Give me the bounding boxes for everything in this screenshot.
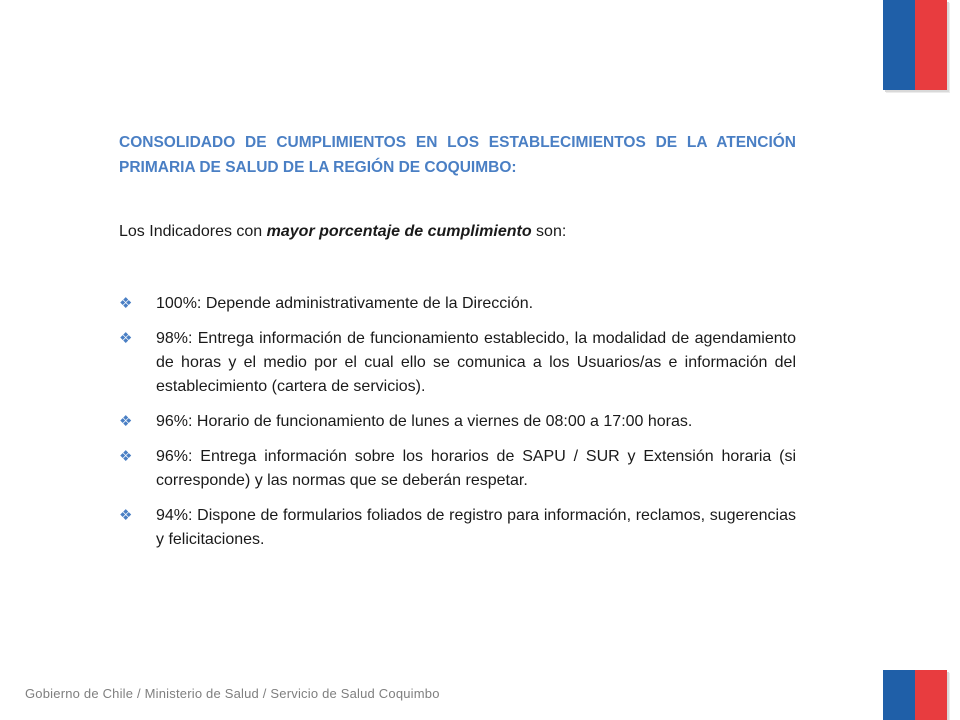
indicator-text: 98%: Entrega información de funcionamiento establecido, la modalidad de agendamiento de horas y el medio por el cual ello se comunica a los Usuarios/as e información del establecimiento (cartera de servicios). <box>156 330 796 395</box>
indicator-item <box>119 445 796 493</box>
indicator-item <box>119 504 796 552</box>
intro-suffix: son: <box>531 223 567 240</box>
indicator-text: 94%: Dispone de formularios foliados de registro para información, reclamos, sugerencias y felicitaciones. <box>156 507 796 548</box>
flag-red-stripe <box>915 0 947 90</box>
indicator-item <box>119 410 796 434</box>
intro-text <box>119 220 796 244</box>
slide-content <box>119 130 796 563</box>
slide-title: CONSOLIDADO DE CUMPLIMIENTOS EN LOS ESTABLECIMIENTOS DE LA ATENCIÓN PRIMARIA DE SALUD DE LA REGIÓN DE COQUIMBO: <box>119 134 796 176</box>
indicator-item <box>119 327 796 399</box>
chile-flag-logo-top <box>883 0 947 90</box>
indicator-text: 100%: Depende administrativamente de la Dirección. <box>156 295 534 312</box>
flag-blue-stripe <box>883 0 915 90</box>
diamond-bullet-icon: ❖ <box>119 413 133 430</box>
indicator-text: 96%: Entrega información sobre los horarios de SAPU / SUR y Extensión horaria (si corresponde) y las normas que se deberán respetar. <box>156 448 796 489</box>
intro-prefix: Los Indicadores con <box>119 223 267 240</box>
indicator-list <box>119 292 796 552</box>
footer-text: Gobierno de Chile / Ministerio de Salud / Servicio de Salud Coquimbo <box>25 686 440 701</box>
indicator-item <box>119 292 796 316</box>
indicator-text: 96%: Horario de funcionamiento de lunes a viernes de 08:00 a 17:00 horas. <box>156 413 693 430</box>
flag-red-stripe <box>915 670 947 720</box>
diamond-bullet-icon: ❖ <box>119 295 133 312</box>
diamond-bullet-icon: ❖ <box>119 448 133 465</box>
intro-emphasis: mayor porcentaje de cumplimiento <box>266 223 532 240</box>
diamond-bullet-icon: ❖ <box>119 507 133 524</box>
flag-blue-stripe <box>883 670 915 720</box>
diamond-bullet-icon: ❖ <box>119 330 133 347</box>
chile-flag-logo-bottom <box>883 670 947 720</box>
